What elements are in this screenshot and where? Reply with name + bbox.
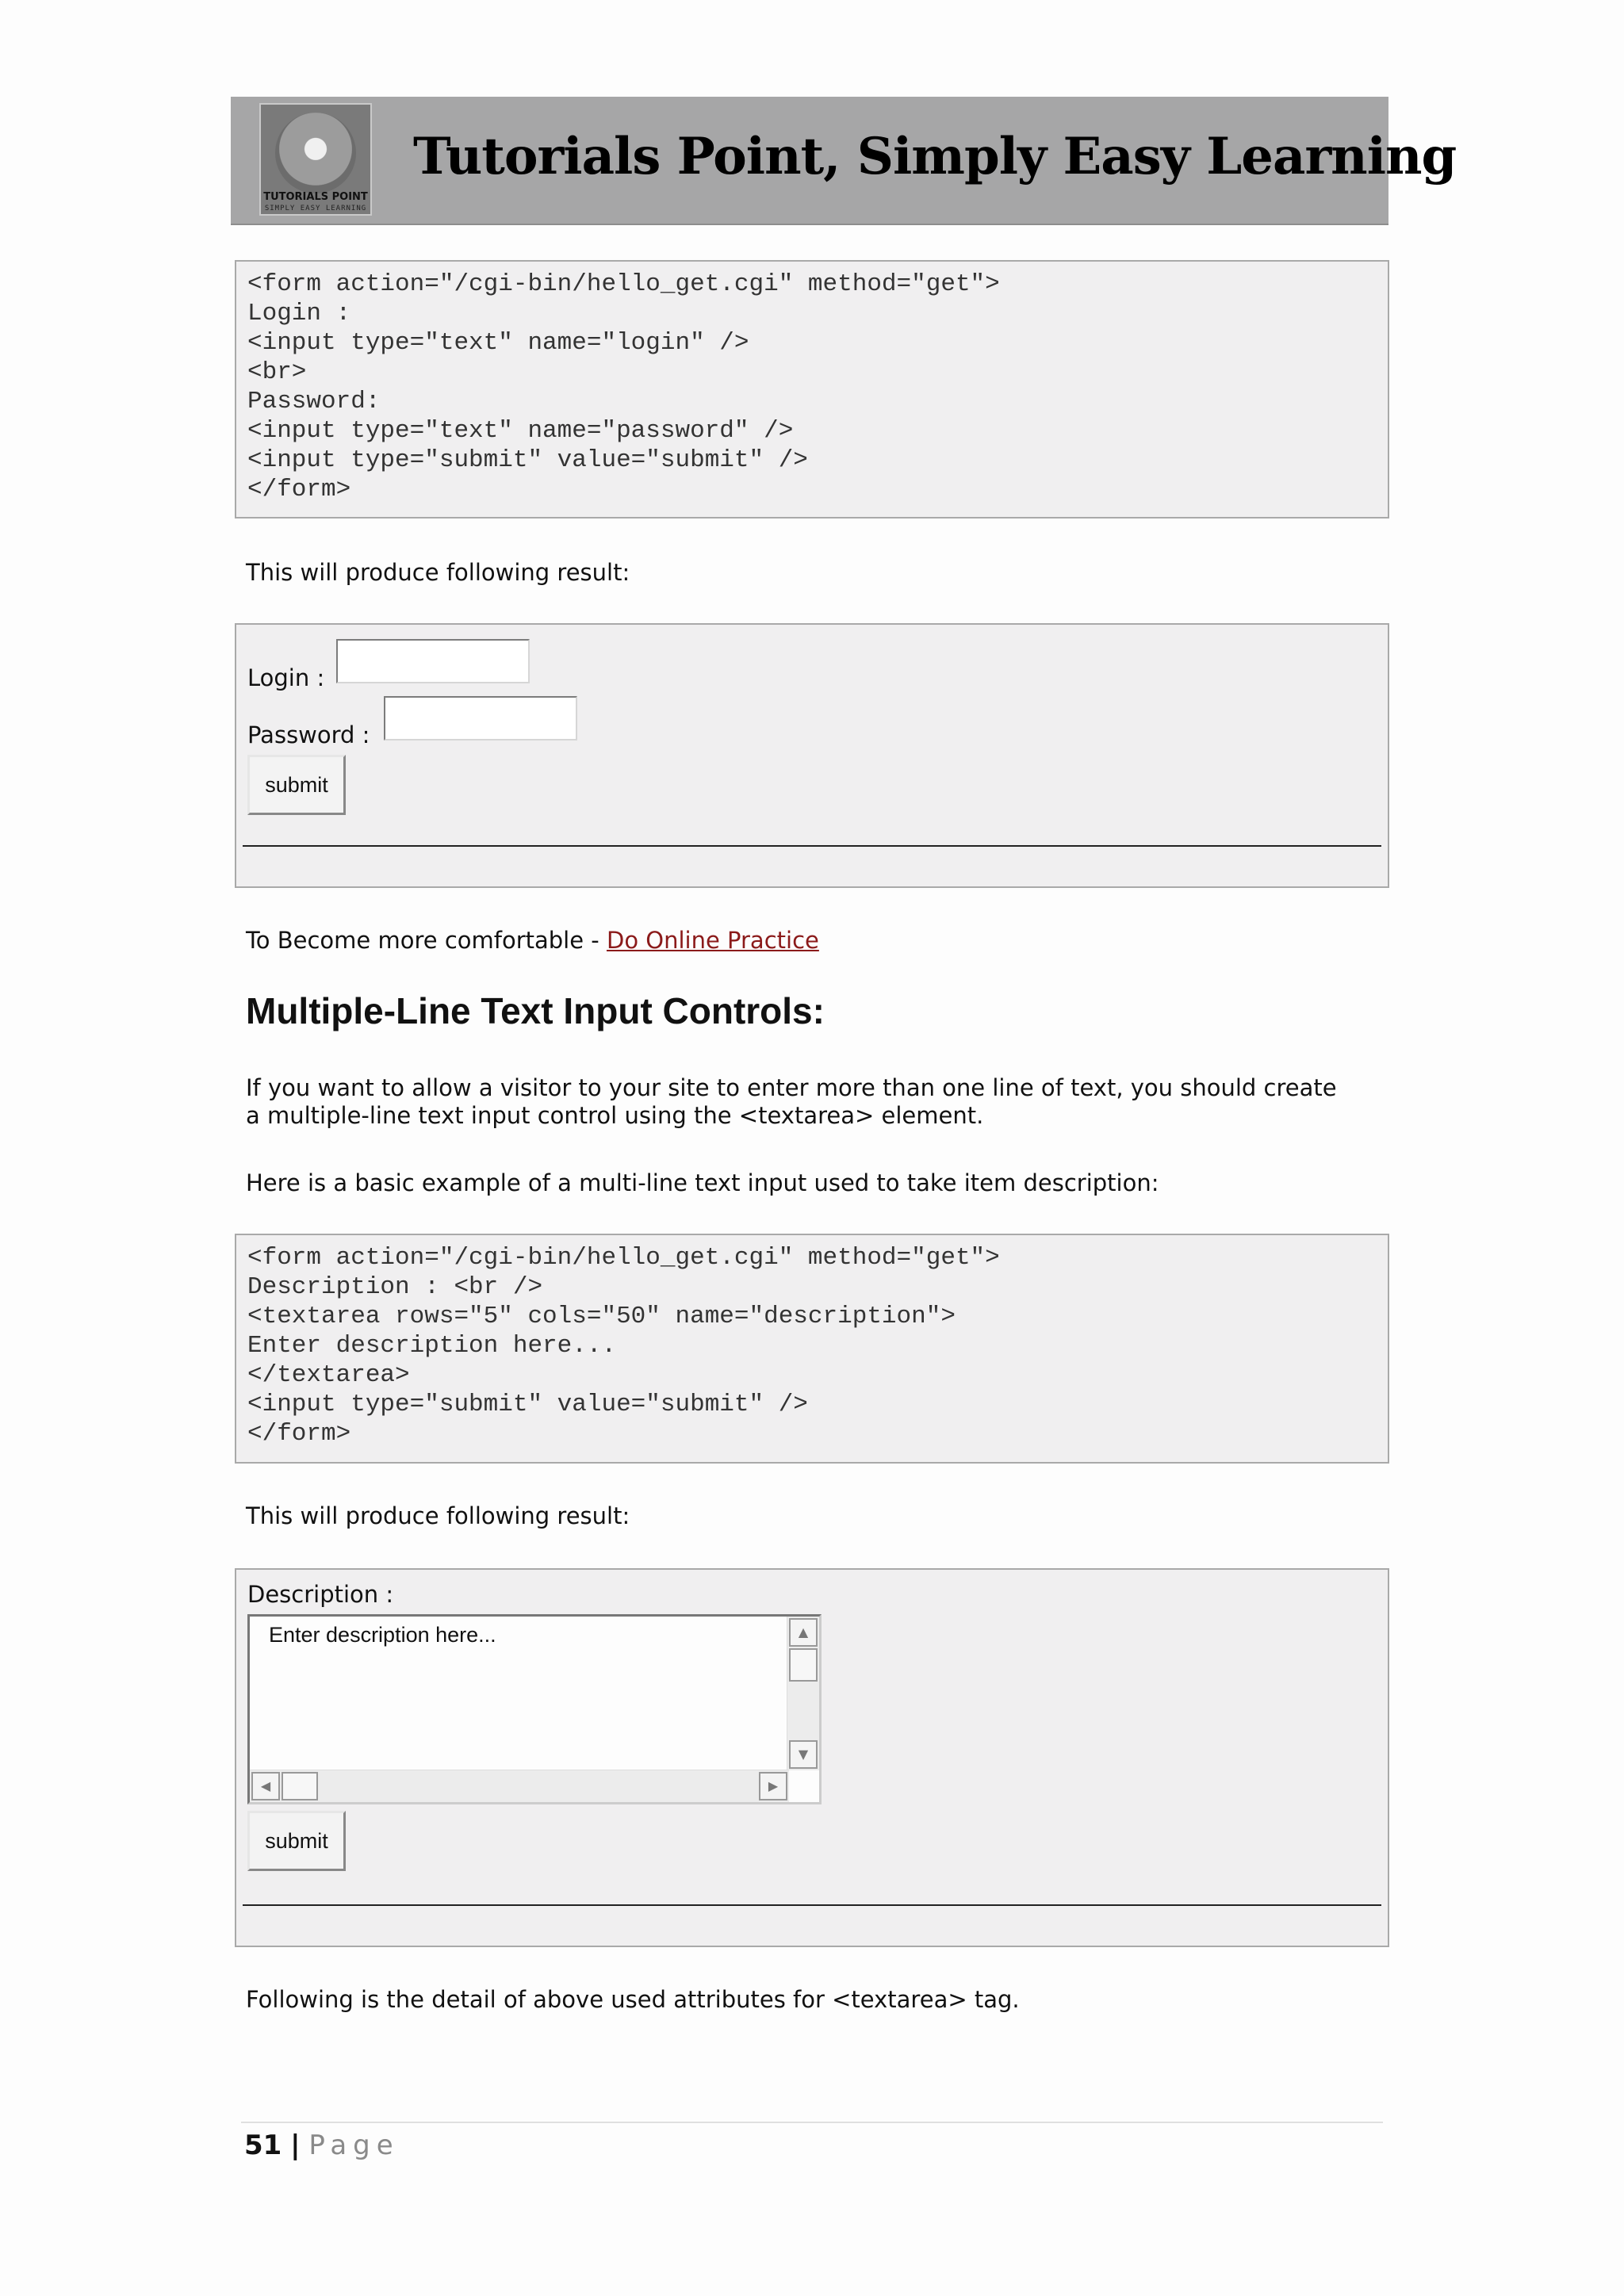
password-input[interactable]: [384, 696, 577, 740]
footer-separator: |: [290, 2130, 301, 2161]
code-block-1: [235, 260, 1389, 519]
login-input[interactable]: [336, 639, 530, 683]
description-label: Description :: [247, 1581, 394, 1608]
scroll-down-icon[interactable]: ▼: [789, 1740, 818, 1769]
code-block-2-text: <form action="/cgi-bin/hello_get.cgi" method="get"> Description : <br /> <textarea rows="5" cols="50" name="description"> Enter description here... </textarea> <input type="submit" value="submit" /> </form>: [247, 1244, 1000, 1448]
closing-paragraph: Following is the detail of above used attributes for <textarea> tag.: [246, 1986, 1020, 2013]
scroll-left-icon[interactable]: ◀: [251, 1772, 280, 1800]
horizontal-scroll-thumb[interactable]: [282, 1772, 318, 1800]
page-footer: [244, 2130, 400, 2161]
scroll-right-icon[interactable]: ▶: [759, 1772, 787, 1800]
logo-emblem-icon: [275, 113, 356, 193]
textarea-text: Enter description here...: [269, 1623, 496, 1647]
horizontal-rule: [243, 845, 1381, 847]
online-practice-link[interactable]: Do Online Practice: [606, 927, 819, 954]
header-title: Tutorials Point, Simply Easy Learning: [413, 127, 1457, 186]
code-block-1-text: <form action="/cgi-bin/hello_get.cgi" method="get"> Login : <input type="text" name="login" /> <br> Password: <input type="text" name="password" /> <input type="submit" value="submit" /> </form>: [247, 270, 1000, 503]
page-word: Page: [308, 2130, 400, 2161]
scroll-up-icon[interactable]: ▲: [789, 1618, 818, 1647]
submit-button-2[interactable]: submit: [247, 1811, 346, 1871]
password-label: Password :: [247, 721, 370, 748]
practice-line: [246, 926, 819, 955]
tutorials-point-logo: [259, 103, 372, 216]
description-textarea[interactable]: [247, 1614, 822, 1804]
page-number: 51: [244, 2130, 282, 2161]
result-intro-1: This will produce following result:: [246, 559, 630, 586]
practice-prefix: To Become more comfortable -: [246, 927, 607, 954]
vertical-scrollbar[interactable]: [787, 1617, 819, 1770]
horizontal-scrollbar[interactable]: [250, 1770, 789, 1802]
result-box-1: [235, 623, 1389, 888]
section-heading: Multiple-Line Text Input Controls:: [246, 990, 825, 1031]
submit-button[interactable]: submit: [247, 755, 346, 815]
page-header: [231, 97, 1457, 225]
result-intro-2: This will produce following result:: [246, 1502, 630, 1529]
paragraph-2: Here is a basic example of a multi-line text input used to take item description:: [246, 1169, 1159, 1196]
logo-subtext: SIMPLY EASY LEARNING: [264, 205, 367, 212]
horizontal-rule-2: [243, 1904, 1381, 1906]
vertical-scroll-thumb[interactable]: [789, 1648, 818, 1682]
result-box-2: [235, 1568, 1389, 1947]
logo-text: TUTORIALS POINT: [263, 191, 368, 203]
paragraph-1-line-2: a multiple-line text input control using the <textarea> element.: [246, 1102, 984, 1129]
login-label: Login :: [247, 664, 325, 691]
paragraph-1-line-1: If you want to allow a visitor to your site to enter more than one line of text, you should create: [246, 1074, 1337, 1101]
code-block-2: [235, 1234, 1389, 1464]
footer-rule: [241, 2122, 1383, 2123]
